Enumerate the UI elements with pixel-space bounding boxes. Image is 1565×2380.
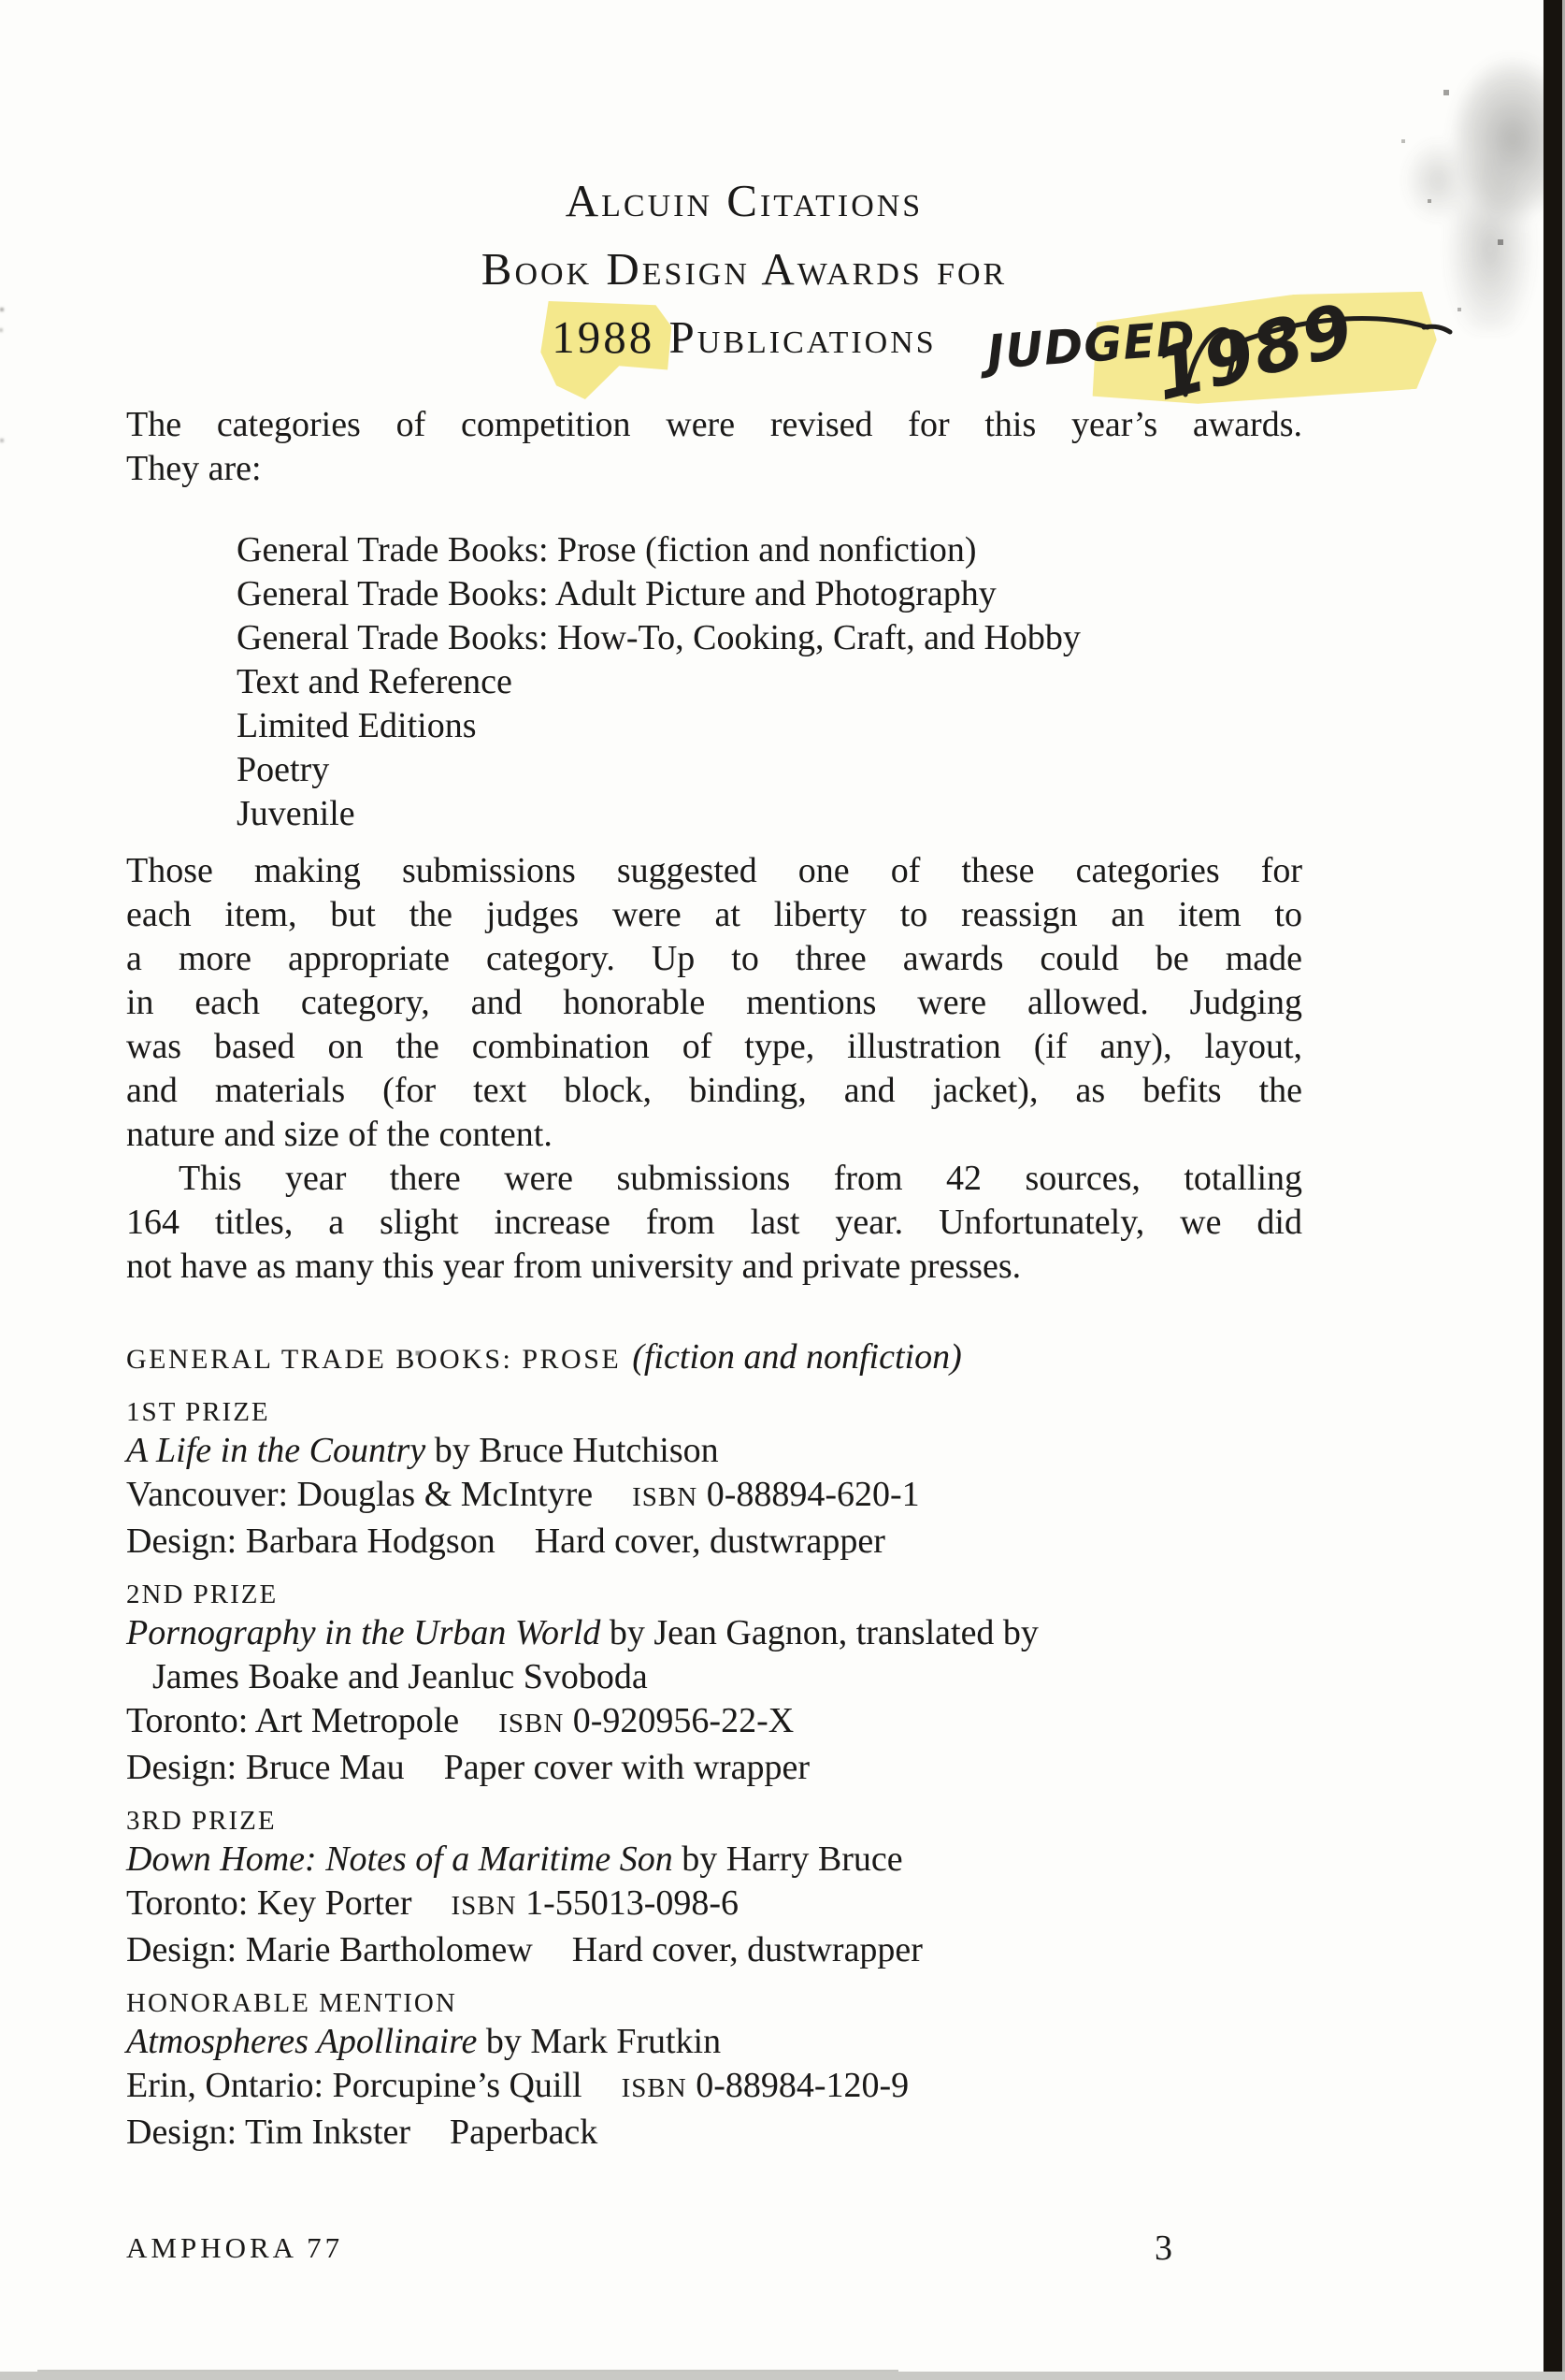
text-line: not have as many this year from university and private presses. [126,1247,1022,1286]
text-line: The categories of competition were revised for this year’s awards. [126,405,1302,444]
this-year-paragraph [126,1157,1302,1289]
prize-label-1st: 1ST PRIZE [126,1397,270,1427]
section-header-caps: GENERAL TRADE BOOKS: PROSE [126,1344,622,1375]
designer: Design: Marie Bartholomew [126,1930,533,1969]
category-item: General Trade Books: How-To, Cooking, Craft, and Hobby [237,618,1081,657]
text-line: They are: [126,449,262,488]
designer: Design: Tim Inkster [126,2113,411,2152]
text-line: 164 titles, a slight increase from last year. Unfortunately, we did [126,1203,1302,1242]
text-line: each item, but the judges were at liberty to reassign an item to [126,895,1302,934]
isbn-number: 0-88894-620-1 [706,1475,920,1514]
binding: Hard cover, dustwrapper [571,1930,923,1969]
award-entry [126,2020,1302,2155]
designer: Design: Bruce Mau [126,1748,405,1787]
isbn-label: ISBN [632,1482,698,1512]
award-entry [126,1429,1302,1564]
book-title: Pornography in the Urban World [126,1613,601,1652]
binding: Hard cover, dustwrapper [534,1522,885,1561]
binding: Paperback [450,2113,598,2152]
annotation-year: 1989 [1145,286,1362,417]
highlighted-year [552,303,654,371]
publisher: Vancouver: Douglas & McIntyre [126,1475,594,1514]
title-line-2: Book Design Awards for [481,243,1008,295]
text-column [126,166,1302,2155]
page-number: 3 [1155,2229,1172,2268]
handwriting-strokes [949,271,1458,435]
design-line [126,2111,1302,2155]
book-author: by Mark Frutkin [477,2022,722,2061]
scan-edge-marks [0,0,2,2]
text-line: a more appropriate category. Up to three awards could be made [126,939,1302,978]
text-line: was based on the combination of type, illustration (if any), layout, [126,1027,1302,1066]
handwritten-annotation [949,271,1458,435]
book-author: by Harry Bruce [672,1839,903,1879]
book-author: by Bruce Hutchison [425,1431,719,1470]
annotation-word: JUDGED [984,310,1198,380]
category-item: Limited Editions [237,706,477,745]
isbn-number: 0-88984-120-9 [696,2066,910,2105]
prize-label-honorable-mention: HONORABLE MENTION [126,1988,457,2018]
title-line-3-rest: Publications [654,311,937,363]
category-item: Poetry [237,750,330,789]
binding: Paper cover with wrapper [443,1748,811,1787]
prize-label-2nd: 2ND PRIZE [126,1579,279,1609]
category-list [237,528,1302,836]
book-title: Down Home: Notes of a Maritime Son [126,1839,673,1879]
publisher-line [126,1699,1302,1746]
publisher: Toronto: Key Porter [126,1883,412,1923]
category-item: General Trade Books: Prose (fiction and nonfiction) [237,530,977,570]
category-item: General Trade Books: Adult Picture and Photography [237,574,997,613]
book-title-line [126,1429,1302,1473]
book-title-line [126,2020,1302,2064]
prize-label-3rd: 3RD PRIZE [126,1806,277,1836]
publisher: Erin, Ontario: Porcupine’s Quill [126,2066,582,2105]
section-header-italic: (fiction and nonfiction) [632,1337,962,1377]
isbn-number: 0-920956-22-X [572,1701,795,1740]
journal-name: AMPHORA 77 [126,2231,344,2264]
designer: Design: Barbara Hodgson [126,1522,495,1561]
award-entry [126,1838,1302,1972]
publisher-line [126,2064,1302,2111]
publisher-line [126,1882,1302,1928]
title-year: 1988 [552,311,655,363]
text-line: in each category, and honorable mentions were allowed. Judging [126,983,1302,1022]
design-line [126,1520,1302,1564]
book-title-line [126,1611,1302,1655]
design-line [126,1746,1302,1790]
isbn-label: ISBN [621,2073,687,2103]
section-header [126,1335,1302,1381]
book-author: by Jean Gagnon, translated by [600,1613,1039,1652]
title-line-1: Alcuin Citations [565,175,924,226]
book-title-continuation: James Boake and Jeanluc Svoboda [152,1657,648,1696]
text-line: This year there were submissions from 42 sources, totalling [179,1159,1302,1198]
scan-edge-bar [1543,0,1562,2380]
book-title-line [126,1838,1302,1882]
isbn-label: ISBN [451,1891,517,1921]
book-title: A Life in the Country [126,1431,426,1470]
design-line [126,1928,1302,1972]
category-item: Text and Reference [237,662,512,701]
publisher-line [126,1473,1302,1520]
book-title: Atmospheres Apollinaire [126,2022,478,2061]
submissions-paragraph [126,849,1302,1157]
award-entry [126,1611,1302,1790]
category-item: Juvenile [237,794,355,833]
text-line: Those making submissions suggested one of these categories for [126,851,1302,890]
scan-bottom-strip [0,2372,1565,2380]
isbn-number: 1-55013-098-6 [525,1883,739,1923]
isbn-label: ISBN [498,1709,565,1738]
publisher: Toronto: Art Metropole [126,1701,460,1740]
text-line: and materials (for text block, binding, and jacket), as befits the [126,1071,1302,1110]
text-line: nature and size of the content. [126,1115,553,1154]
